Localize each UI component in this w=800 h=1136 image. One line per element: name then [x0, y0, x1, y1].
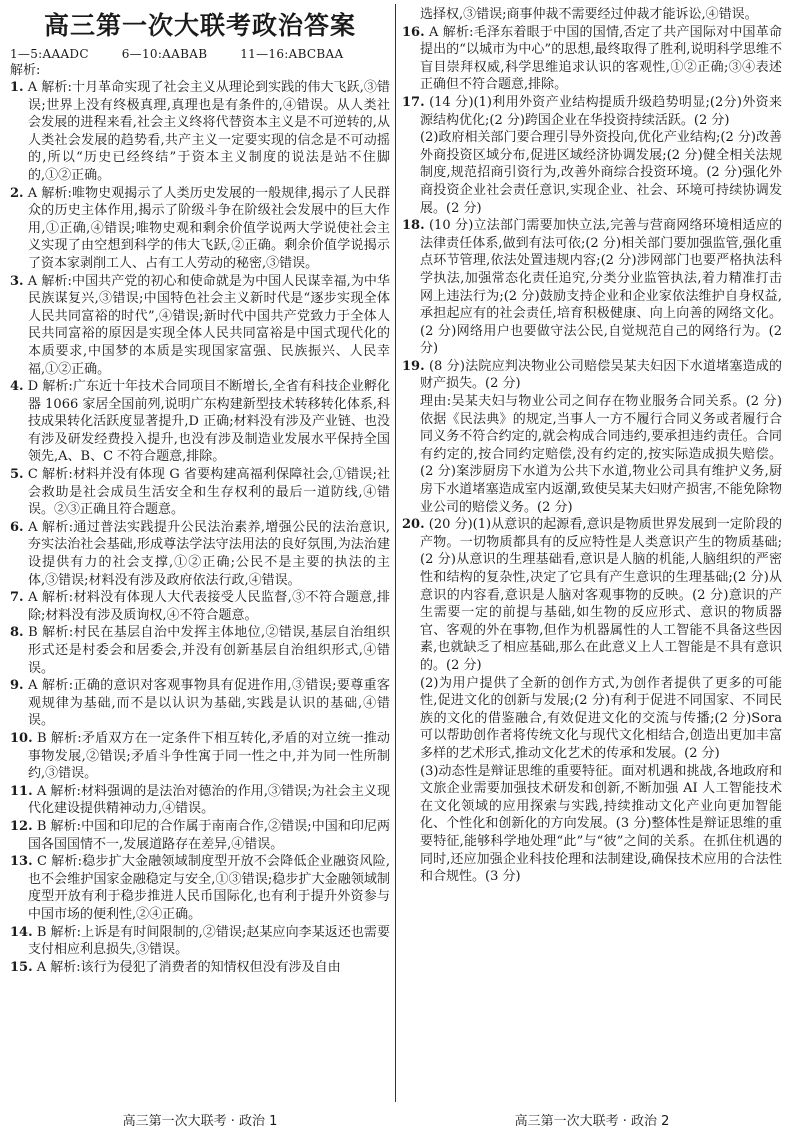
- right-column: [402, 6, 782, 886]
- item-text: A 解析:十月革命实现了社会主义从理论到实践的伟大飞跃,③错误;世界上没有终极真理,真理也是有条件的,④错误。从人类社会发展的进程来看,社会主义终将代替资本主义是不可逆转的,从人类社会发展的趋势看,共产主义一定要实现的信念是不可动摇的,所以“历史已经终结”于资本主义制度的说法是站不住脚的,①②正确。: [23, 80, 390, 183]
- item-text: (3)动态性是辩证思维的重要特征。面对机遇和挑战,各地政府和文旅企业需要加强技术研发和创新,不断加强 AI 人工智能技术在文化领域的应用探索与实践,持续推动文化产业向更加智能化、个性化和创新化的方向发展。(3 分)整体性是辩证思维的重要特征,能够科学地处理“此”与“彼”之间的关系。在抓住机遇的同时,还应加强企业科技伦理和法制建设,确保技术应用的合法性和合规性。(3 分): [420, 763, 782, 885]
- item-text: B 解析:中国和印尼的合作属于南南合作,②错误;中国和印尼两国各国国情不一,发展道路存在差异,④错误。: [28, 818, 390, 852]
- page-title: 高三第一次大联考政治答案: [43, 11, 356, 40]
- column-divider: [395, 4, 396, 1102]
- answer-item: [10, 853, 390, 923]
- item-number: 5.: [10, 467, 24, 483]
- answer-item: [10, 959, 390, 977]
- answer-item: [402, 6, 782, 24]
- item-number: 1.: [10, 80, 24, 95]
- item-number: 9.: [10, 678, 24, 694]
- item-text: A 解析:材料强调的是法治对德治的作用,③错误;为社会主义现代化建设提供精神动力,④错误。: [28, 783, 390, 817]
- item-number: 6.: [10, 519, 24, 535]
- left-column: [10, 6, 390, 976]
- answer-item: [10, 783, 390, 818]
- item-text: A 解析:材料没有体现人大代表接受人民监督,③不符合题意,排除;材料没有涉及质询权,④不符合题意。: [23, 590, 390, 623]
- item-number: 4.: [10, 379, 24, 395]
- item-number: 8.: [10, 625, 24, 641]
- answer-item: [10, 466, 390, 519]
- item-text: A 解析:毛泽东着眼于中国的国情,否定了共产国际对中国革命提出的“以城市为中心”的思想,最终取得了胜利,说明科学思维不盲目崇拜权威,科学思维追求认识的客观性,①②正确;③④表述正确但不符合题意,排除。: [420, 24, 782, 93]
- item-text: 选择权,③错误;商事仲裁不需要经过仲裁才能诉讼,④错误。: [420, 7, 758, 22]
- item-number: 16.: [402, 24, 425, 40]
- answer-item: [10, 79, 390, 185]
- answer-key-line: 1—5:AAADC 6—10:AABAB 11—16:ABCBAA: [10, 47, 344, 61]
- item-number: 13.: [10, 854, 33, 870]
- item-text: (10 分)立法部门需要加快立法,完善与营商网络环境相适应的法律责任体系,做到有法可依;(2 分)相关部门要加强监管,强化重点环节管理,依法处置违规内容;(2 分)涉网部门也要严格执法科学执法,加强常态化责任追究,分类分业监管执法,着力精准打击网上违法行为;(2 分)鼓励支持企业和企业家依法维护自身权益,承担起应有的社会责任,培育积极健康、向上向善的网络文化。(2 分)网络用户也要做守法公民,自觉规范自己的网络行为。(2 分): [420, 218, 782, 357]
- item-text: A 解析:唯物史观揭示了人类历史发展的一般规律,揭示了人民群众的历史主体作用,揭示了阶级斗争在阶级社会发展中的巨大作用,①正确,④错误;唯物史观和剩余价值学说两大学说使社会主义实现了由空想到科学的伟大飞跃,②正确。剩余价值学说揭示了资本家剥削工人、占有工人劳动的秘密,③错误。: [23, 185, 390, 271]
- item-text: (14 分)(1)利用外资产业结构提质升级趋势明显;(2分)外资来源结构优化;(2 分)跨国企业在华投资持续活跃。(2 分): [420, 94, 782, 128]
- analysis-label: 解析:: [10, 63, 41, 78]
- item-number: 3.: [10, 273, 24, 289]
- footer-page-1: 高三第一次大联考 · 政治 1: [122, 1114, 278, 1129]
- item-text: A 解析:通过普法实践提升公民法治素养,增强公民的法治意识,夯实法治社会基础,形成尊法学法守法用法的良好氛围,为法治建设提供有力的社会支撑,①②正确;公民不是主要的执法的主体,③错误;材料没有涉及政府依法行政,④错误。: [23, 519, 390, 588]
- item-number: 15.: [10, 959, 33, 975]
- item-text: C 解析:稳步扩大金融领域制度型开放不会降低企业融资风险,也不会维护国家金融稳定与安全,①③错误;稳步扩大金融领域制度型开放有利于稳步推进人民币国际化,也有利于提升外资参与中国市场的便利性,②④正确。: [28, 854, 390, 922]
- answer-item: [10, 519, 390, 589]
- answer-item: [10, 589, 390, 624]
- item-text: A 解析:该行为侵犯了消费者的知情权但没有涉及自由: [32, 959, 341, 975]
- item-text: B 解析:上诉是有时间限制的,②错误;赵某应向李某返还也需要支付相应利息损失,③错误。: [28, 924, 390, 958]
- answer-item: [402, 217, 782, 358]
- item-text: C 解析:材料并没有体现 G 省要构建高福利保障社会,①错误;社会救助是社会成员生活安全和生存权利的最后一道防线,④错误。②③正确且符合题意。: [23, 467, 390, 518]
- item-number: 10.: [10, 730, 33, 746]
- item-text: A 解析:正确的意识对客观事物具有促进作用,③错误;要尊重客观规律为基础,而不是以认识为基础,实践是认识的基础,④错误。: [23, 678, 390, 729]
- left-answer-list: [10, 79, 390, 976]
- answer-item: [402, 675, 782, 763]
- item-number: 14.: [10, 924, 33, 940]
- item-text: B 解析:矛盾双方在一定条件下相互转化,矛盾的对立统一推动事物发展,②错误;矛盾斗争性寓于同一性之中,并为同一性所制约,③错误。: [28, 730, 390, 782]
- answer-item: [10, 624, 390, 677]
- answer-item: [10, 924, 390, 959]
- item-number: 17.: [402, 94, 425, 110]
- answer-item: [402, 129, 782, 217]
- answer-item: [10, 378, 390, 466]
- item-number: 12.: [10, 818, 33, 834]
- answer-item: [402, 516, 782, 674]
- answer-item: [10, 185, 390, 273]
- item-text: (2)政府相关部门要合理引导外资投向,优化产业结构;(2 分)改善外商投资区域分布,促进区域经济协调发展;(2 分)健全相关法规制度,规范招商引资行为,改善外商综合投资环境。(2 分)强化外商投资企业社会责任意识,实现企业、社会、环境可持续协调发展。(2 分): [420, 130, 782, 216]
- item-text: (20 分)(1)从意识的起源看,意识是物质世界发展到一定阶段的产物。一切物质都具有的反应特性是人类意识产生的物质基础;(2 分)从意识的生理基础看,意识是人脑的机能,人脑组织的严密性和结构的复杂性,决定了它具有产生意识的生理基础;(2 分)从意识的内容看,意识是人脑对客观事物的反映。(2 分)意识的产生需要一定的前提与基础,如生物的反应形式、意识的物质器官、客观的外在事物,但作为机器属性的人工智能不具备这些因素,也就缺乏了相应基础,那么在此意义上人工智能是不具有意识的。(2 分): [420, 517, 782, 673]
- item-number: 11.: [10, 783, 33, 799]
- answer-item: [402, 94, 782, 129]
- item-number: 19.: [402, 358, 425, 374]
- answer-item: [402, 393, 782, 516]
- item-text: (8 分)法院应判决物业公司赔偿吴某夫妇因下水道堵塞造成的财产损失。(2 分): [420, 358, 782, 392]
- item-text: B 解析:村民在基层自治中发挥主体地位,②错误,基层自治组织形式还是村委会和居委会,并没有创新基层自治组织形式,④错误。: [23, 625, 390, 676]
- item-text: (2)为用户提供了全新的创作方式,为创作者提供了更多的可能性,促进文化的创新与发展;(2 分)有利于促进不同国家、不同民族的文化的借鉴融合,有效促进文化的交流与传播;(2 分)Sora 可以帮助创作者将传统文化与现代文化相结合,创造出更加丰富多样的艺术形式,推动文化艺术的传承和发展。(2 分): [420, 675, 782, 761]
- answer-item: [10, 818, 390, 853]
- answer-item: [10, 677, 390, 730]
- item-text: A 解析:中国共产党的初心和使命就是为中国人民谋幸福,为中华民族谋复兴,③错误;中国特色社会主义新时代是“逐步实现全体人民共同富裕的时代”,④错误;新时代中国共产党致力于全体人民共同富裕的原因是实现全体人民共同富裕是中国式现代化的本质要求,中国梦的本质是实现国家富强、民族振兴、人民幸福,①②正确。: [23, 273, 390, 377]
- answer-item: [10, 730, 390, 783]
- item-number: 7.: [10, 590, 24, 606]
- item-number: 18.: [402, 218, 425, 234]
- footer-page-2: 高三第一次大联考 · 政治 2: [514, 1114, 670, 1129]
- answer-item: [10, 273, 390, 379]
- answer-item: [402, 358, 782, 393]
- item-text: D 解析:广东近十年技术合同项目不断增长,全省有科技企业孵化器 1066 家居全国前列,说明广东构建新型技术转移转化体系,科技成果转化活跃度显著提升,D 正确;材料没有涉及产业链、也没有涉及研发经费投入提升,也没有涉及制造业发展水平保持全国领先,A、B、C 不符合题意,排除。: [23, 379, 390, 465]
- item-number: 2.: [10, 185, 24, 201]
- answer-item: [402, 763, 782, 886]
- answer-item: [402, 24, 782, 94]
- item-text: 理由:吴某夫妇与物业公司之间存在物业服务合同关系。(2 分)依据《民法典》的规定,当事人一方不履行合同义务或者履行合同义务不符合约定的,就会构成合同违约,要承担违约责任。合同有约定的,按合同约定赔偿,没有约定的,按实际造成损失赔偿。(2 分)案涉厨房下水道为公共下水道,物业公司具有维护义务,厨房下水道堵塞造成室内返潮,致使吴某夫妇财产损害,不能免除物业公司的赔偿义务。(2 分): [420, 394, 782, 515]
- item-number: 20.: [402, 517, 425, 533]
- right-answer-list: [402, 6, 782, 886]
